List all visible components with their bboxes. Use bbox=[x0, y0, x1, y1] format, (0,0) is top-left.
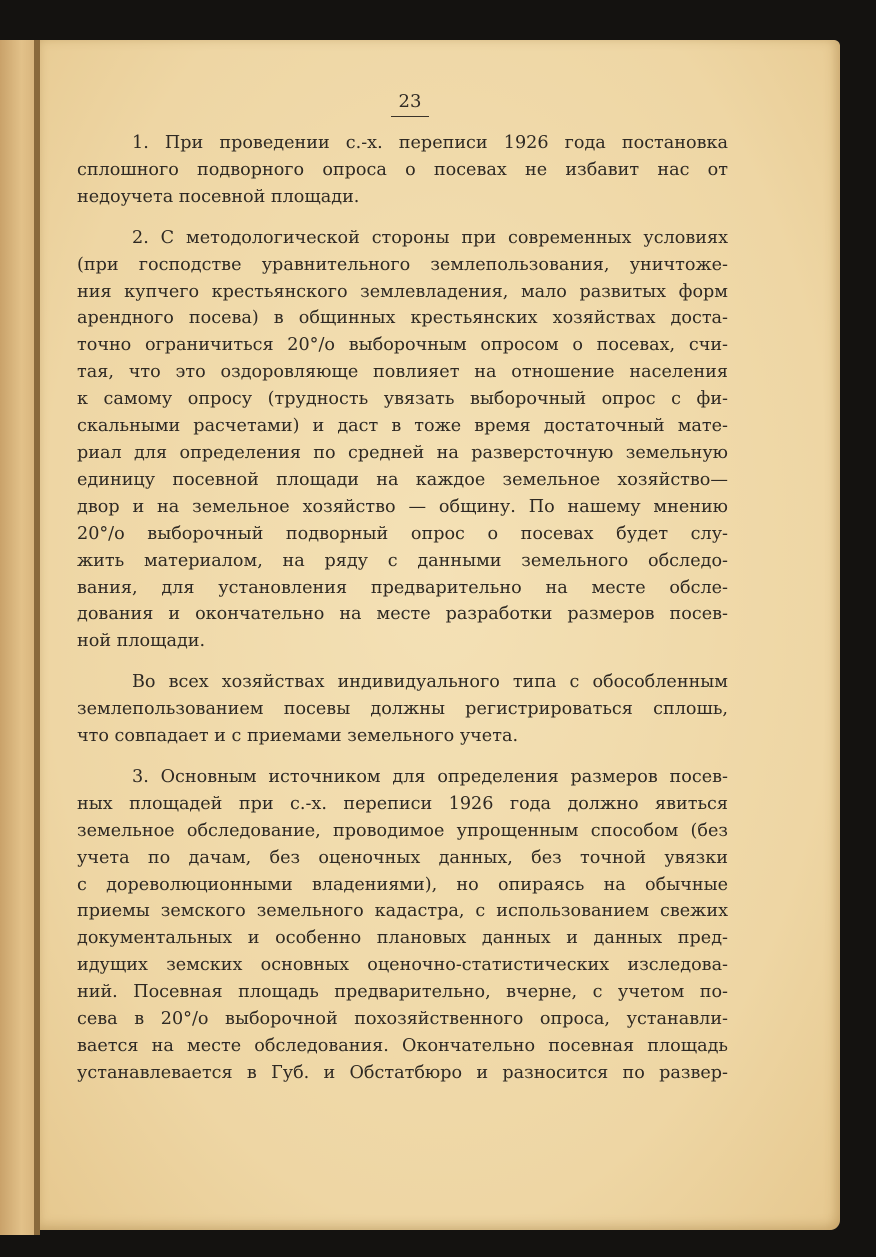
text-line: что совпадает и с приемами земельного учета. bbox=[77, 726, 519, 747]
text-line: с дореволюционными владениями), но опираясь на обычные bbox=[77, 874, 728, 895]
text-line: к самому опросу (трудность увязать выборочный опрос с фи- bbox=[77, 389, 728, 410]
text-line: 2. С методологической стороны при современных условиях bbox=[132, 227, 728, 248]
text-line: сплошного подворного опроса о посевах не избавит нас от bbox=[77, 159, 728, 180]
paragraph-1 bbox=[77, 130, 728, 211]
text-line: тая, что это оздоровляюще повлияет на отношение населения bbox=[77, 362, 728, 383]
text-line: ной площади. bbox=[77, 631, 206, 652]
text-line: дования и окончательно на месте разработки размеров посев- bbox=[77, 604, 728, 625]
text-line: землепользованием посевы должны регистрироваться сплошь, bbox=[77, 699, 728, 720]
text-line: вания, для установления предварительно на месте обсле- bbox=[77, 577, 728, 598]
text-line: ния купчего крестьянского землевладения, мало развитых форм bbox=[77, 281, 728, 302]
text-line: Во всех хозяйствах индивидуального типа с обособленным bbox=[132, 672, 728, 693]
text-line: арендного посева) в общинных крестьянских хозяйствах доста- bbox=[77, 308, 728, 329]
text-line: единицу посевной площади на каждое земельное хозяйство— bbox=[77, 469, 728, 490]
text-line: устанавлевается в Губ. и Обстатбюро и разносится по развер- bbox=[77, 1062, 728, 1083]
paragraph-2 bbox=[77, 225, 728, 656]
page-text bbox=[77, 130, 728, 1101]
text-line: документальных и особенно плановых данных и данных пред- bbox=[77, 928, 728, 949]
text-line: 3. Основным источником для определения размеров посев- bbox=[132, 766, 728, 787]
paragraph-3 bbox=[77, 669, 728, 750]
text-line: вается на месте обследования. Окончательно посевная площадь bbox=[77, 1036, 728, 1056]
text-line: сева в 20°/о выборочной похозяйственного опроса, устанавли- bbox=[77, 1009, 728, 1030]
previous-page-edge bbox=[0, 40, 36, 1235]
page-number: 23 bbox=[391, 92, 429, 117]
text-line: точно ограничиться 20°/о выборочным опросом о посевах, счи- bbox=[77, 335, 728, 356]
text-line: ний. Посевная площадь предварительно, вчерне, с учетом по- bbox=[77, 982, 728, 1003]
text-line: 20°/о выборочный подворный опрос о посевах будет слу- bbox=[77, 523, 728, 544]
text-line: (при господстве уравнительного землепользования, уничтоже- bbox=[77, 254, 728, 275]
text-line: двор и на земельное хозяйство — общину. По нашему мнению bbox=[77, 496, 728, 517]
text-line: 1. При проведении с.-х. переписи 1926 года постановка bbox=[132, 133, 728, 153]
text-line: недоучета посевной площади. bbox=[77, 186, 360, 207]
text-line: учета по дачам, без оценочных данных, без точной увязки bbox=[77, 847, 728, 868]
text-line: идущих земских основных оценочно-статистических изследова- bbox=[77, 955, 728, 976]
text-line: ных площадей при с.-х. переписи 1926 года должно явиться bbox=[77, 793, 728, 814]
text-line: земельное обследование, проводимое упрощенным способом (без bbox=[77, 820, 728, 841]
text-line: жить материалом, на ряду с данными земельного обследо- bbox=[77, 550, 728, 571]
text-line: скальными расчетами) и даст в тоже время достаточный мате- bbox=[77, 416, 728, 437]
text-line: риал для определения по средней на разверсточную земельную bbox=[77, 442, 728, 463]
text-line: приемы земского земельного кадастра, с использованием свежих bbox=[77, 901, 728, 922]
paragraph-4 bbox=[77, 764, 728, 1087]
